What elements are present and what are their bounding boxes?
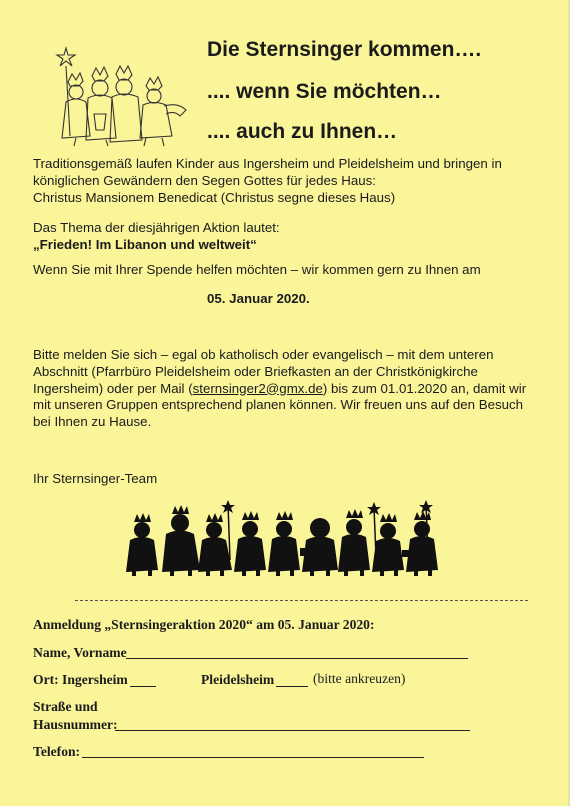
- donation-text: Wenn Sie mit Ihrer Spende helfen möchten – wir kommen gern zu Ihnen am: [33, 262, 481, 277]
- theme-title: „Frieden! Im Libanon und weltweit“: [33, 236, 257, 252]
- team-signature: Ihr Sternsinger-Team: [33, 471, 158, 486]
- headline-line-1: Die Sternsinger kommen….: [207, 38, 482, 61]
- form-title: Anmeldung „Sternsingeraktion 2020“ am 05. Januar 2020:: [33, 617, 375, 632]
- theme-paragraph: [33, 220, 280, 254]
- name-label: Name, Vorname: [33, 645, 127, 660]
- intro-line-2: königlichen Gewändern den Segen Gottes für jedes Haus:: [33, 172, 376, 188]
- sternsinger-sketch-illustration: [46, 44, 194, 148]
- address-field[interactable]: [115, 730, 470, 731]
- ort-ingersheim-label: Ort: Ingersheim: [33, 672, 128, 687]
- intro-line-1: Traditionsgemäß laufen Kinder aus Ingersheim und Pleidelsheim und bringen in: [33, 156, 502, 171]
- sternsinger-silhouettes: [124, 500, 444, 578]
- signup-line-5: bei Ihnen zu Hause.: [33, 414, 152, 430]
- name-field[interactable]: [126, 658, 468, 659]
- signup-line-3-end: ) bis zum 01.01.2020 an, damit wir: [322, 380, 527, 396]
- visit-date: 05. Januar 2020.: [207, 291, 310, 306]
- theme-intro: Das Thema der diesjährigen Aktion lautet:: [33, 220, 280, 235]
- telefon-field[interactable]: [82, 757, 424, 758]
- signup-line-2: Abschnitt (Pfarrbüro Pleidelsheim oder Briefkasten an der Christkönigkirche: [33, 363, 478, 379]
- intro-line-3: Christus Mansionem Benedicat (Christus segne dieses Haus): [33, 189, 396, 205]
- headline-line-2: .... wenn Sie möchten…: [207, 80, 442, 103]
- signup-line-3-start: Ingersheim) oder per Mail (: [33, 380, 193, 396]
- ankreuzen-hint: (bitte ankreuzen): [313, 671, 406, 686]
- signup-line-4: mit unseren Gruppen entsprechend planen können. Wir freuen uns auf den Besuch: [33, 397, 524, 413]
- ingersheim-checkbox-line[interactable]: [130, 686, 156, 687]
- email-link[interactable]: sternsinger2@gmx.de: [192, 380, 323, 396]
- intro-paragraph: [33, 156, 502, 206]
- signup-line-1: Bitte melden Sie sich – egal ob katholisch oder evangelisch – mit dem unteren: [33, 347, 494, 362]
- signup-paragraph: [33, 347, 526, 431]
- strasse-label: Straße und: [33, 699, 98, 714]
- pleidelsheim-label: Pleidelsheim: [201, 672, 275, 687]
- cut-line-divider: [75, 600, 528, 601]
- pleidelsheim-checkbox-line[interactable]: [276, 686, 308, 687]
- telefon-label: Telefon:: [33, 744, 81, 759]
- hausnummer-label: Hausnummer:: [33, 717, 118, 732]
- signup-line-3: [33, 381, 526, 398]
- headline-line-3: .... auch zu Ihnen…: [207, 120, 398, 143]
